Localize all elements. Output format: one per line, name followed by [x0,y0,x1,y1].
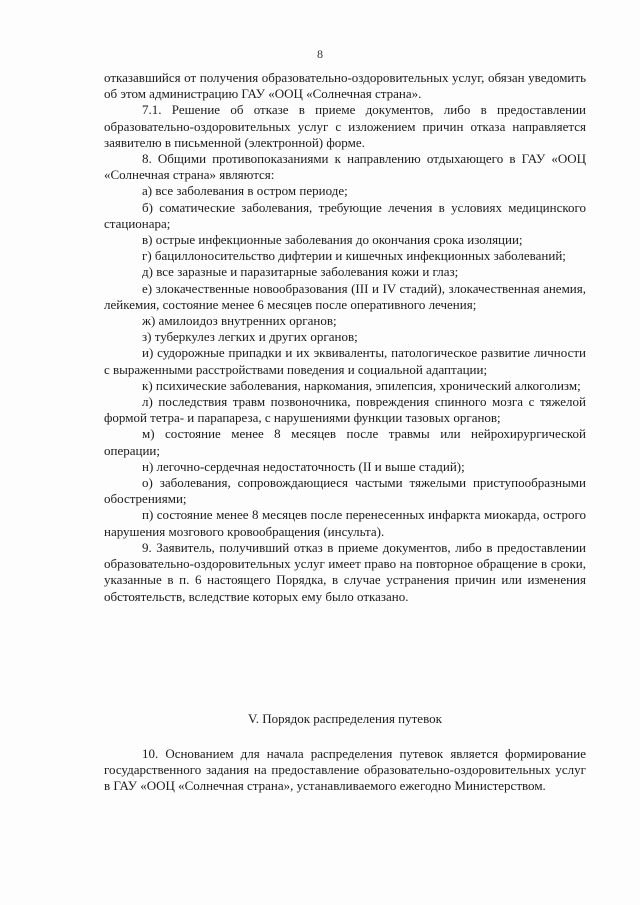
body-paragraph: н) легочно-сердечная недостаточность (II и выше стадий); [142,458,465,474]
body-paragraph: б) соматические заболевания, требующие лечения в условиях медицинского стационара; [104,199,586,231]
body-paragraph: к) психические заболевания, наркомания, эпилепсия, хронический алкоголизм; [142,377,581,393]
body-paragraph: г) бациллоносительство дифтерии и кишечных инфекционных заболеваний; [142,248,566,264]
body-paragraph: в) острые инфекционные заболевания до окончания срока изоляции; [142,232,523,248]
body-paragraph: 8. Общими противопоказаниями к направлению отдыхающего в ГАУ «ООЦ «Солнечная страна» являются: [104,151,586,183]
body-paragraph: л) последствия травм позвоночника, повреждения спинного мозга с тяжелой формой тетра- и парапареза, с нарушениями функции тазовых органов; [104,394,586,426]
body-paragraph: д) все заразные и паразитарные заболевания кожи и глаз; [142,264,459,280]
body-paragraph: п) состояние менее 8 месяцев после перенесенных инфаркта миокарда, острого нарушения мозгового кровообращения (инсульта). [104,507,586,539]
body-paragraph: 7.1. Решение об отказе в приеме документов, либо в предоставлении образовательно-оздоровительных услуг с изложением причин отказа направляется заявителю в письменной (электронной) форме. [104,102,586,150]
section-body [104,746,586,795]
body-paragraph: з) туберкулез легких и других органов; [142,329,358,345]
document-body [104,70,586,605]
body-paragraph: м) состояние менее 8 месяцев после травмы или нейрохирургической операции; [104,426,586,458]
section-heading: V. Порядок распределения путевок [248,711,442,726]
body-paragraph: отказавшийся от получения образовательно-оздоровительных услуг, обязан уведомить об этом администрацию ГАУ «ООЦ «Солнечная страна». [104,70,586,102]
body-paragraph: и) судорожные припадки и их эквиваленты, патологическое развитие личности с выраженными расстройствами поведения и социальной адаптации; [104,345,586,377]
body-paragraph: а) все заболевания в остром периоде; [142,183,348,199]
body-paragraph: о) заболевания, сопровождающиеся частыми тяжелыми приступообразными обострениями; [104,475,586,507]
body-paragraph: ж) амилоидоз внутренних органов; [142,313,337,329]
page-number: 8 [317,47,323,61]
body-paragraph: е) злокачественные новообразования (III и IV стадий), злокачественная анемия, лейкемия, состояние менее 6 месяцев после оперативного лечения; [104,280,586,312]
body-paragraph: 9. Заявитель, получивший отказ в приеме документов, либо в предоставлении образовательно-оздоровительных услуг имеет право на повторное обращение в сроки, указанные в п. 6 настоящего Порядка, в случае устранения причин или изменения обстоятельств, вследствие которых ему было отказано. [104,539,586,604]
section-paragraph: 10. Основанием для начала распределения путевок является формирование государственного задания на предоставление образовательно-оздоровительных услуг в ГАУ «ООЦ «Солнечная страна», устанавливаемого ежегодно Министерством. [104,746,586,794]
